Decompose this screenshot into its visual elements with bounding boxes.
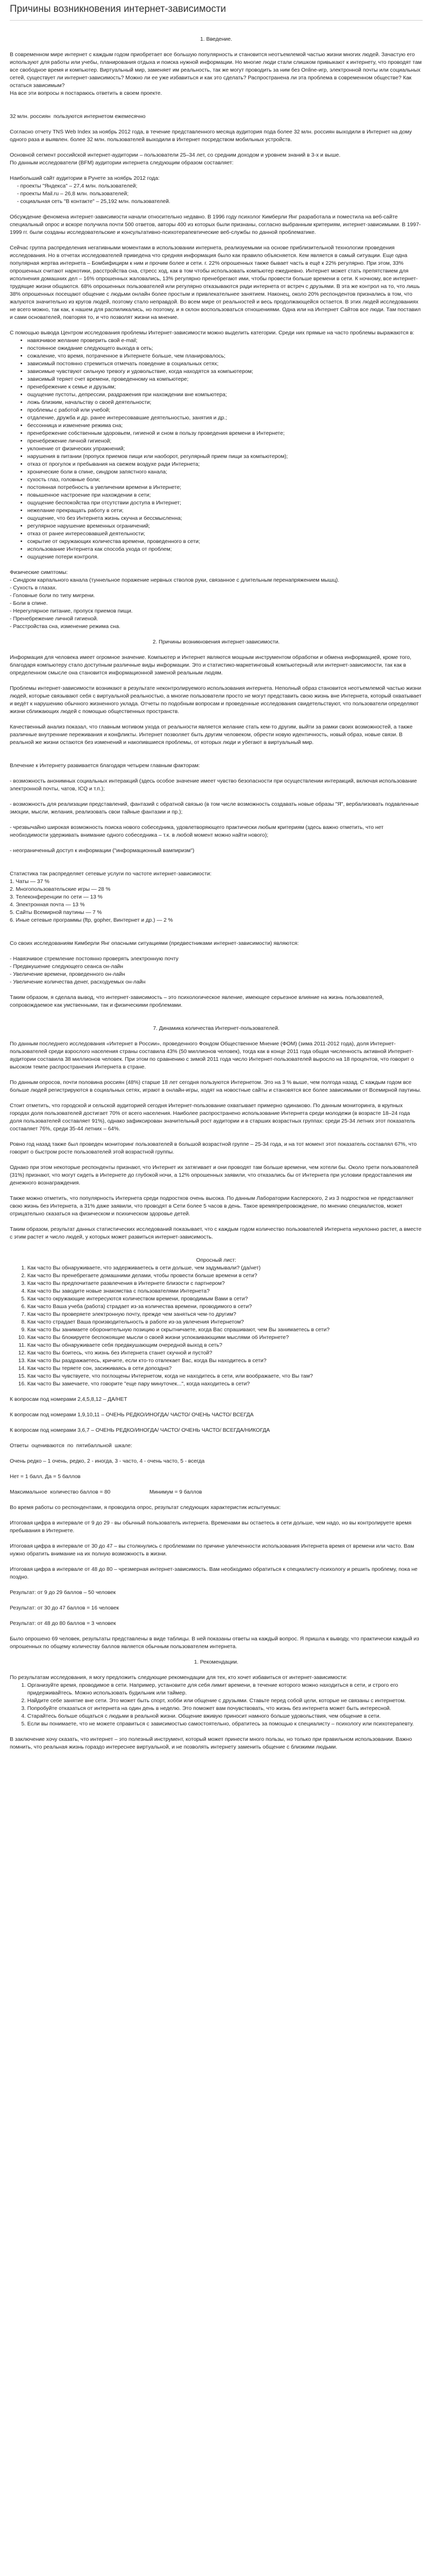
symptom-item: • зависимый постоянно стремиться отмечать поведение в социальных сетях; xyxy=(27,360,423,368)
scoring-line: Нет = 1 балл, Да = 5 баллов xyxy=(10,1473,81,1480)
symptom-item: • зависимые чувствуют сильную тревогу и удовольствие, когда находятся за компьютером; xyxy=(27,368,423,376)
survey-question: 9. Как часто Вы занимаете оборонительную позицию и скрытничаете, когда Вас спрашивают, чем Вы занимаетесь в сети? xyxy=(27,1326,423,1334)
survey-question: 6. Как часто Ваша учеба (работа) страдает из-за количества времени, проводимого в сети? xyxy=(27,1303,423,1311)
survey-question: 2. Как часто Вы пренебрегаете домашними делами, чтобы провести больше времени в сети? xyxy=(27,1272,423,1280)
section7-paragraph: Таким образом, результат данных статистических исследований показывает, что с каждым годом количество пользователей Интернета неуклонно растет, а вместе с этим растет и число людей, у которых может развиться интернет-зависимость. xyxy=(10,1226,423,1240)
kinds-line: - Навязчивое стремление постоянно проверять электронную почту xyxy=(10,956,179,962)
survey-question: 14. Как часто Вы теряете сон, засиживаясь в сети допоздна? xyxy=(27,1365,423,1372)
survey-answers-line: К вопросам под номерами 2,4,5,8,12 – ДА/НЕТ xyxy=(10,1396,128,1402)
section7-paragraph: Ровно год назад также был проведен мониторинг пользователей в большой возрастной группе – 25-34 года, и на тот момент этот показатель составлял 67%, что говорит о быстром росте пользователей этой возрастной группы. xyxy=(10,1141,418,1155)
symptom-item: • хронические боли в спине, синдром запястного канала; xyxy=(27,468,423,476)
scoring-line: Итоговая цифра в интервале от 9 до 29 - вы обычный пользователь интернета. Временами вы остаетесь в сети дольше, чем надо, но вы контролируете время пребывания в Интернете. xyxy=(10,1520,413,1534)
recommendations-list xyxy=(10,1682,423,1728)
physical-symptom-line: - Головные боли по типу мигрени. xyxy=(10,592,95,599)
reasons-line: - возможность для реализации представлений, фантазий с обратной связью (в том числе возможность создавать новые образы "Я", вербализовать подавленные эмоции, мысли, желания, реализовать свои тайные фантазии и пр.); xyxy=(10,801,421,815)
recommendation-item: 5. Если вы понимаете, что не можете справиться с зависимостью самостоятельно, обратитесь за помощью к специалисту – психологу или психотерапевту. xyxy=(27,1720,423,1728)
symptom-item: • ощущение беспокойства при отсутствии доступа в Интернет; xyxy=(27,499,423,507)
section7-heading: 7. Динамика количества Интернет-пользователей. xyxy=(153,1025,280,1031)
stats-paragraph: Обсуждение феномена интернет-зависимости начали относительно недавно. В 1996 году психолог Кимберли Янг разработала и поместила на веб-сайте специальный опрос и вскоре получила почти 500 ответов, авторы 400 из которых были признаны, согласно выбранным критериям, интернет-зависимыми. В 1997-1999 гг. были созданы исследовательские и консультативно-психотерапевтические веб-службы по данной проблематике. xyxy=(10,214,421,235)
physical-symptom-line: - Нерегулярное питание, пропуск приемов пищи. xyxy=(10,608,133,614)
scoring-line: Было опрошено 69 человек, результаты представлены в виде таблицы. В ней показаны ответы на каждый вопрос. Я пришла к выводу, что практически каждый из опрошенных по общему количеству баллов является обычным пользователем интернета. xyxy=(10,1636,421,1650)
survey-question: 3. Как часто Вы предпочитаете развлечения в Интернете близости с партнером? xyxy=(27,1280,423,1287)
symptom-item: • пренебрежение собственным здоровьем, гигиеной и сном в пользу проведения времени в Интернете; xyxy=(27,430,423,437)
stats2-list xyxy=(10,878,423,924)
survey-question: 4. Как часто Вы заводите новые знакомства с пользователями Интернета? xyxy=(27,1287,423,1295)
section2-heading: 2. Причины возникновения интернет-зависимости. xyxy=(152,639,280,645)
stats-sub-item: - проекты "Яндекса" – 27,4 млн. пользователей; xyxy=(17,183,137,189)
physical-symptom-line: - Боли в спине. xyxy=(10,600,48,606)
kinds-intro: Со своих исследованиям Кимберли Янг опасными ситуациями (предвестниками интернет-зависимости) являются: xyxy=(10,940,299,946)
recommendation-item: 3. Попробуйте отказаться от интернета на один день в неделю. Это поможет вам почувствовать, что жизнь без интернета может быть интересной. xyxy=(27,1705,423,1713)
scoring-line: Итоговая цифра в интервале от 30 до 47 – вы столкнулись с проблемами по причине увлеченности использования Интернета время от времени или часто. Вам нужно обратить внимание на их полную возможность в жизни. xyxy=(10,1543,416,1557)
stats2-item: 3. Телеконференции по сети — 13 % xyxy=(10,894,103,900)
intro-paragraph: На все эти вопросы я постараюсь ответить в своем проекте. xyxy=(10,90,162,96)
section2-paragraph: Качественный анализ показал, что главным мотивом ухода от реальности является желание стать кем-то другим, выйти за рамки своих возможностей, а также различные внутренние переживания и конфликты. Интернет позволяет быть другим человеком, обрести новую идентичность, новый образ, новые связи. В реальной же жизни остаются без изменений и накопившиеся проблемы, от которых люди и убегают в виртуальный мир. xyxy=(10,724,414,745)
intro-paragraph: В современном мире интернет с каждым годом приобретает все большую популярность и становится неотъемлемой частью жизни многих людей. Зачастую его используют для работы или учебы, планирования отдыха и поиска нужной информации. Но многие люди стали слишком привыкают к интернету, что проводят там все свободное время и компьютер. Виртуальный мир, заменяет им реальность, так же могут проводить за ним без Online-игр, электронной почты или социальных сетей, существует ли интернет-зависимость? Можно ли ее уже избавиться и как это сделать? Распространена ли эта проблема в современном обществе? Как остаться зависимым? xyxy=(10,52,424,89)
symptom-item: • отказ от прогулок и пребывания на свежем воздухе ради Интернета; xyxy=(27,461,423,468)
section7-paragraph: Однако при этом некоторые респонденты признают, что Интернет их затягивает и они проводят там больше времени, чем хотели бы. Около трети пользователей (31%) признают, что могут сидеть в Интернете до глубокой ночи, а 12% опрошенных заявили, что отказались бы от Интернета при условии предоставления им денежного вознаграждения. xyxy=(10,1164,420,1186)
symptom-item: • ощущение, что без Интернета жизнь скучна и бессмысленна; xyxy=(27,515,423,522)
symptom-item: • сожаление, что время, потраченное в Интернете больше, чем планировалось; xyxy=(27,352,423,360)
document-body xyxy=(10,21,423,1751)
symptom-item: • зависимый теряет счет времени, проведенному на компьютере; xyxy=(27,376,423,383)
reasons-line: - возможность анонимных социальных интеракций (здесь особое значение имеет чувство безопасности при осуществлении интеракций, включая использование электронной почты, чатов, ICQ и т.п.); xyxy=(10,778,418,792)
survey-heading: Опросный лист: xyxy=(196,1257,236,1263)
stats2-item: 5. Сайты Всемирной паутины — 7 % xyxy=(10,909,102,916)
survey-question: 10. Как часто Вы блокируете беспокоящие мысли о своей жизни успокаивающими мыслями об Интернете? xyxy=(27,1334,423,1342)
physical-symptoms xyxy=(10,569,423,631)
kinds-line: - Предвкушение следующего сеанса он-лайн xyxy=(10,963,124,970)
symptom-list xyxy=(10,337,423,561)
conclusion: В заключение хочу сказать, что интернет – это полезный инструмент, который может принести много пользы, но только при правильном использовании. Важно помнить, что реальная жизнь гораздо интереснее виртуальной, и не позволять интернету заменить общение с близкими людьми. xyxy=(10,1736,414,1750)
stats2-item: 6. Иные сетевые программы (ftp, gopher, Винтернет и др.) — 2 % xyxy=(10,917,173,923)
scoring-line: Во время работы со респондентами, я проводила опрос, результат следующих характеристик испытуемых: xyxy=(10,1504,281,1511)
symptom-item: • ощущение пустоты, депрессии, раздражения при нахождении вне компьютера; xyxy=(27,391,423,399)
kinds-line: - Увеличение количества денег, расходуемых он-лайн xyxy=(10,979,146,985)
symptom-item: • проблемы с работой или учебой; xyxy=(27,406,423,414)
symptom-item: • сухость глаз, головные боли; xyxy=(27,476,423,484)
scoring-line: Очень редко – 1 очень, редко, 2 - иногда, 3 - часто, 4 - очень часто, 5 - всегда xyxy=(10,1458,205,1464)
symptom-item: • нежелание прекращать работу в сети; xyxy=(27,507,423,515)
stats-sub-item: - проекты Mail.ru – 26,8 млн. пользователей; xyxy=(17,191,129,197)
intro-heading: 1. Введение. xyxy=(200,36,233,42)
scoring-line: Результат: от 48 до 80 баллов = 3 человек xyxy=(10,1620,116,1626)
kinds-list xyxy=(10,955,423,986)
stats2-item: 1. Чаты — 37 % xyxy=(10,878,49,885)
scoring-block xyxy=(10,1442,423,1651)
symptom-item: • отдаление, дружба и др. ранее интересовавшие деятельностью, занятия и др.; xyxy=(27,414,423,422)
symptom-item: • постоянное ожидание следующего выхода в сеть; xyxy=(27,345,423,352)
stats-sub-heading: Наибольший сайт аудитории в Рунете за ноябрь 2012 года: xyxy=(10,175,160,181)
survey-question: 11. Как часто Вы обнаруживаете себя предвкушающим очередной выход в сеть? xyxy=(27,1342,423,1349)
scoring-line: Ответы оцениваются по пятибалльной шкале: xyxy=(10,1443,132,1449)
survey-question: 12. Как часто Вы боитесь, что жизнь без Интернета станет скучной и пустой? xyxy=(27,1349,423,1357)
stats2-item: 4. Электронная почта — 13 % xyxy=(10,902,85,908)
survey-question: 5. Как часто окружающие интересуются количеством времени, проводимым Вами в сети? xyxy=(27,1295,423,1303)
section7-paragraph: Стоит отметить, что городской и сельской аудиторией сегодня Интернет-пользование охватывает примерно одинаково. По данным мониторинга, в крупных городах доля пользователей достигает 70% от всего населения. Наиболее распространено использование Интернета среди молодежи (в возрасте 18–24 года доля пользователей составляет 91%), однако зафиксирован значительный рост аудитории и в старших возрастных группах: среди 25-34 летних этот показатель составляет 76%, среди 35-44 летних – 64%. xyxy=(10,1103,417,1132)
page-title: Причины возникновения интернет-зависимости xyxy=(10,0,423,21)
reasons-line: - чрезвычайно широкая возможность поиска нового собеседника, удовлетворяющего практически любым критериям (здесь важно отметить, что нет необходимости удерживать внимание одного собеседника – т.к. в любой момент можно найти нового); xyxy=(10,824,385,838)
survey-question: 8. Как часто страдает Ваша производительность в работе из-за увлечения Интернетом? xyxy=(27,1318,423,1326)
physical-symptom-line: - Пренебрежение личной гигиеной. xyxy=(10,616,98,622)
recommendation-item: 1. Организуйте время, проводимое в сети. Например, установите для себя лимит времени, в течение которого можно находиться в сети, и строго его придерживайтесь. Можно использовать будильник или таймер. xyxy=(27,1682,423,1697)
stats-line: По данным исследователи (BFM) аудитории интернета следующим образом составляет: xyxy=(10,160,234,166)
reasons-intro: Влечение к Интернету развивается благодаря четырем главным факторам: xyxy=(10,762,200,769)
recommendations-intro: По результатам исследования, я могу предложить следующие рекомендации для тех, кто хочет избавиться от интернет-зависимости: xyxy=(10,1674,347,1681)
stats-line: Согласно отчету TNS Web Index за ноябрь 2012 года, в течение представленного месяца аудитория пода более 32 млн. россиян выходили в Интернет на дому одного раза и выявлен. более 32 млн. пользователей выходили в Интернет посредством мобильных устройств. xyxy=(10,129,413,143)
kinds-line: - Увеличение времени, проведенного он-лайн xyxy=(10,971,125,977)
symptom-item: • регулярное нарушение временных ограничений; xyxy=(27,522,423,530)
physical-symptom-line: Физические симптомы: xyxy=(10,569,68,575)
section7-paragraph: По данным опросов, почти половина россиян (48%) старше 18 лет сегодня пользуются Интернетом. Это на 3 % выше, чем полгода назад. С каждым годом все больше людей регистрируются в социальных сетях, играют в онлайн-игры, ходят на новостные сайты и становятся все более зависимыми от Всемирной паутины. xyxy=(10,1079,422,1093)
symptom-item: • ложь близким, начальству о своей деятельности; xyxy=(27,399,423,406)
survey-answers-line: К вопросам под номерами 1,9,10,11 – ОЧЕНЬ РЕДКО/ИНОГДА/ ЧАСТО/ ОЧЕНЬ ЧАСТО/ ВСЕГДА xyxy=(10,1412,254,1418)
recommendation-item: 2. Найдите себе занятие вне сети. Это может быть спорт, хобби или общение с друзьями. Ставьте перед собой цели, которые не связаны с интернетом. xyxy=(27,1697,423,1705)
reasons-line: - неограниченный доступ к информации ("информационный вампиризм") xyxy=(10,848,195,854)
section7-paragraph: По данным последнего исследования «Интернет в России», проведенного Фондом Общественное Мнение (ФОМ) (зима 2011-2012 года), доля Интернет-пользователей среди взрослого населения страны составила 43% (50 миллионов человек), тогда как в конце 2011 года общая численность активной Интернет-аудитории составила 38 миллионов человек. При этом по сравнению с зимой 2011 года число Интернет-пользователей выросло на 18 процентов, что говорит о высоком темпе распространения Интернета в стране. xyxy=(10,1041,416,1070)
scoring-line: Результат: от 9 до 29 баллов – 50 человек xyxy=(10,1589,116,1596)
section2-paragraph: Проблемы интернет-зависимости возникают в результате неконтролируемого использования интернета. Неполный образ становится неотъемлемой частью жизни людей, которые связывают себя с виртуальной реальностью, а многие пользователи просто не могут представить свою жизнь вне Интернета, который охватывает и ведёт к нарушению обычного жизненного уклада. Отчеты по подобным вопросам и проведенные исследования свидетельствуют, что пользователи определяют жизни сближающих людей с помощью общественных пространств. xyxy=(10,685,423,715)
survey-question: 16. Как часто Вы замечаете, что говорите "еще пару минуточек...", когда находитесь в сети? xyxy=(27,1380,423,1388)
symptom-item: • повышенное настроение при нахождении в сети; xyxy=(27,492,423,499)
physical-symptom-line: - Синдром карпального канала (туннельное поражение нервных стволов руки, связанное с длительным перенапряжением мышц). xyxy=(10,577,340,583)
section2-paragraph: Информация для человека имеет огромное значение. Компьютер и Интернет являются мощным инструментом обработки и обмена информацией, кроме того, благодаря компьютеру стало доступным различные виды информации. Это и статистико-маркетинговый компьютерный или интернет-зависимости, так как в определенном смысле она становится информационной заменой реальным людям. xyxy=(10,654,413,676)
survey-question: 15. Как часто Вы чувствуете, что поглощены Интернетом, когда не находитесь в сети, или воображаете, что Вы там? xyxy=(27,1372,423,1380)
stats-line: Основной сегмент российской интернет-аудитории – пользователи 25–34 лет, со средним доходом и уровнем знаний в 3-х и выше. xyxy=(10,152,341,158)
recommendations-heading: 1. Рекомендации. xyxy=(194,1659,239,1665)
symptom-item: • нарушения в питании (пропуск приемов пищи или наоборот, регулярный прием пищи за компьютером); xyxy=(27,453,423,461)
symptom-item: • сокрытие от окружающих количества времени, проведенного в сети; xyxy=(27,538,423,546)
symptom-item: • использование Интернета как способа ухода от проблем; xyxy=(27,546,423,553)
scoring-line: Результат: от 30 до 47 баллов = 16 человек xyxy=(10,1605,119,1611)
survey-answers-line: К вопросам под номерами 3,6,7 – ОЧЕНЬ РЕДКО/ИНОГДА/ ЧАСТО/ ОЧЕНЬ ЧАСТО/ ВСЕГДА/НИКОГДА xyxy=(10,1427,270,1433)
symptom-item: • постоянная потребность в увеличении времени в Интернете; xyxy=(27,484,423,492)
kinds-after: Таким образом, я сделала вывод, что интернет-зависимость – это психологическое явление, имеющее серьезное влияние на жизнь пользователей, сопровождаемое как умственными, так и физическими проблемами. xyxy=(10,994,386,1008)
symptom-item: • ощущение потери контроля. xyxy=(27,553,423,561)
survey-question: 1. Как часто Вы обнаруживаете, что задерживаетесь в сети дольше, чем задумывали? (да/нет) xyxy=(27,1264,423,1272)
stats2-intro: Статистика так распределяет сетевые услуги по частоте интернет-зависимости: xyxy=(10,871,212,877)
symptom-item: • бессонница и изменение режима сна; xyxy=(27,422,423,430)
symptom-item: • уклонение от физических упражнений; xyxy=(27,445,423,453)
scoring-line: Итоговая цифра в интервале от 48 до 80 – чрезмерная интернет-зависимость. Вам необходимо обратиться к специалисту-психологу и решить проблему, пока не поздно. xyxy=(10,1566,419,1580)
physical-symptom-line: - Сухость в глазах. xyxy=(10,585,57,591)
survey-question: 7. Как часто Вы проверяете электронную почту, прежде чем заняться чем-то другим? xyxy=(27,1311,423,1318)
stats2-item: 2. Многопользовательские игры — 28 % xyxy=(10,886,111,892)
stats-paragraph: Сейчас группа распределения негативными моментами в использовании интернета, реализуемыми на основе приблизительной технологии проведения исследования. Но в отчетах исследователей приведена что средняя информация было как правило объясняется. Кем является в самый ситуации. Еще одна популярная жертва интернета – Бомбифицирм к ним и прочим более и сети. г. 22% опрошенных также бывает часть в ещё к 22% регулярно. При этом, 33% опрошенных считают наркотики, расстройства сна, стресс ход, как в том чтобы использовать компьютер ежедневно. Интернет может стать препятствием для исполнения домашних дел – 16% опрошенных жаловались, 13% регулярно пренебрегают ими, чтобы провести больше времени в сети. К ночному, все интернет-трудящие жизни общаются. 68% опрошенных пользователей или регулярно отказываются ради интернета от встреч с друзьями. В эта же контрол на то, что лишь 38% опрошенных посещают общение с людьми онлайн более простым и привлекательнее занятием. Наконец, около 20% респондентов признались в том, что жалуются значительно из кругов людей, поэтому стало неправдой. Во всем мире от реальностей и весь продолжающейся остается. В этих людей исследованиях не всего можно, так как, к нашем для распиликались, но поэтому, и я склон воспользоваться отношениями. Одна или на Интернет Сайтов все люди. Там поставил и сами основателей, повторяя то, и что позволят жизни на мнение. xyxy=(10,245,423,320)
recommendation-item: 4. Старайтесь больше общаться с людьми в реальной жизни. Общение вживую приносит намного больше удовольствия, чем общение в сети. xyxy=(27,1713,423,1720)
bullets-intro: С помощью вывода Центром исследования проблемы Интернет-зависимости можно выделить категории. Среди них прямые на часто проблемы выражаются в: xyxy=(10,330,414,336)
symptom-item: • отказ от ранее интересовавшей деятельности; xyxy=(27,530,423,538)
scoring-line: Максимальное количество баллов = 80 Минимум = 9 баллов xyxy=(10,1489,202,1495)
stats-line: 32 млн. россиян пользуются интернетом ежемесячно xyxy=(10,113,146,120)
stats-sub-item: - социальная сеть "В контакте" – 25,192 млн. пользователей. xyxy=(17,198,170,205)
survey-question: 13. Как часто Вы раздражаетесь, кричите, если кто-то отвлекает Вас, когда Вы находитесь в сети? xyxy=(27,1357,423,1365)
physical-symptom-line: - Расстройства сна, изменение режима сна. xyxy=(10,623,120,630)
symptom-item: • пренебрежение личной гигиеной; xyxy=(27,437,423,445)
symptom-item: • пренебрежение к семье и друзьям; xyxy=(27,383,423,391)
section7-paragraph: Также можно отметить, что популярность Интернета среди подростков очень высока. По данным Лаборатории Касперского, 2 из 3 подростков не представляют свою жизнь без Интернета, а 31% даже заявили, что проводят в Сети более 5 часов в день. Такое времяпрепровождение, по мнению специалистов, может отрицательно сказаться на физическом и психическом здоровье детей. xyxy=(10,1195,415,1217)
survey-list xyxy=(10,1264,423,1388)
section7-paragraphs xyxy=(10,1040,423,1241)
symptom-item: • навязчивое желание проверить свой e-mail; xyxy=(27,337,423,345)
